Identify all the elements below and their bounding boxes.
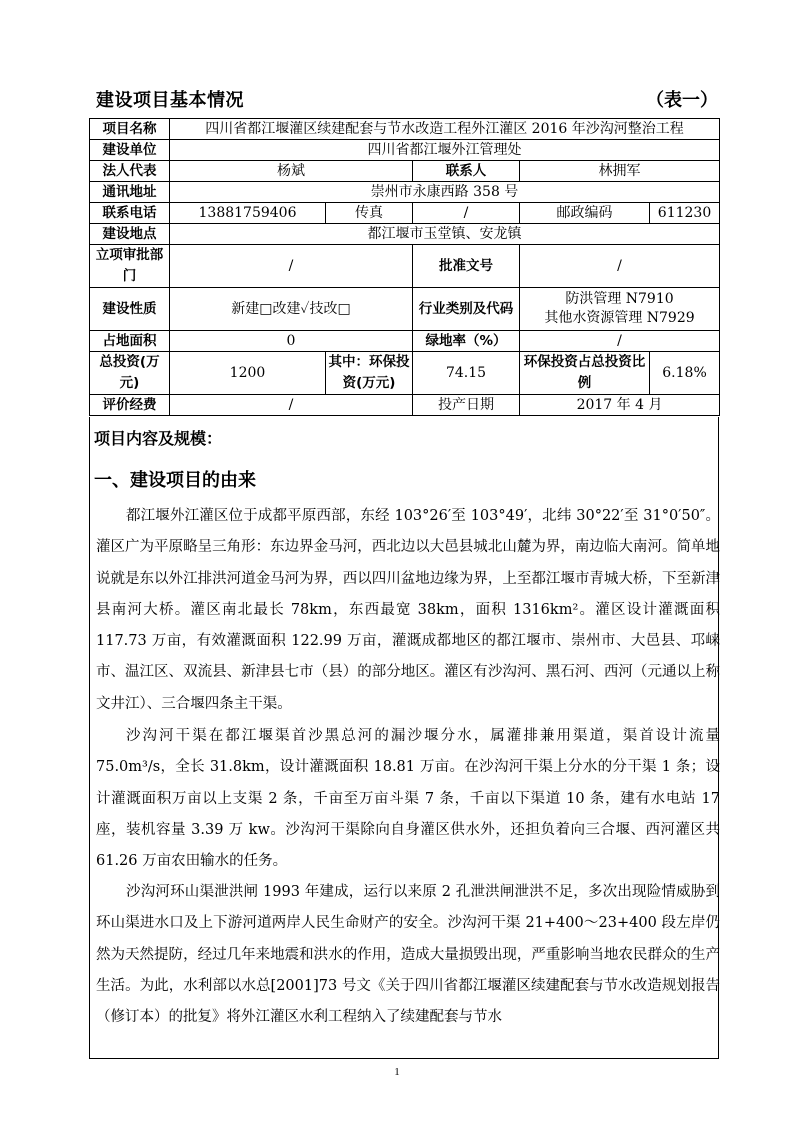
area-value: 0: [170, 331, 413, 352]
page-number: 1: [394, 1066, 400, 1078]
env-invest-label: 其中：环保投资(万元): [326, 352, 413, 395]
location-label: 建设地点: [90, 224, 170, 245]
industry-code-2: 其他水资源管理 N7929: [544, 310, 695, 326]
address-value: 崇州市永康西路 358 号: [170, 182, 720, 203]
section-title: 一、建设项目的由来: [94, 470, 256, 491]
table-row: [90, 119, 720, 140]
content-heading: 项目内容及规模：: [94, 429, 223, 448]
table-row: [90, 224, 720, 245]
production-date-label: 投产日期: [413, 395, 520, 416]
paragraph-origin: 都江堰外江灌区位于成都平原西部，东经 103°26′至 103°49′，北纬 30°22′至 31°0′50″。灌区广为平原略呈三角形：东边界金马河，西北边以大邑县城北山麓为界，南边临大南河。简单地说就是东以外江排洪河道金马河为界，西以四川盆地边缘为界，上至都江堰市青城大桥，下至新津县南河大桥。灌区南北最长 78km，东西最宽 38km，面积 1316km²。灌区设计灌溉面积 117.73 万亩，有效灌溉面积 122.99 万亩，灌溉成都地区的都江堰市、崇州市、大邑县、邛崃市、温江区、双流县、新津县七市（县）的部分地区。灌区有沙沟河、黑石河、西河（元通以上称文井江）、三合堰四条主干渠。: [96, 508, 720, 712]
industry-label: 行业类别及代码: [413, 288, 520, 331]
table-row: [90, 395, 720, 416]
investment-label: 总投资(万元): [90, 352, 170, 395]
table-row: [90, 331, 720, 352]
table-tag: （表一）: [646, 90, 718, 111]
paragraph-floodgate: 沙沟河环山渠泄洪闸 1993 年建成，运行以来原 2 孔泄洪闸泄洪不足，多次出现险情威胁到环山渠进水口及上下游河道两岸人民生命财产的安全。沙沟河干渠 21+400～23+400 段左岸仍然为天然提防，经过几年来地震和洪水的作用，造成大量损毁出现，严重影响当地农民群众的生产生活。为此，水利部以水总[2001]73 号文《关于四川省都江堰灌区续建配套与节水改造规划报告（修订本）的批复》将外江灌区水利工程纳入了续建配套与节水: [96, 884, 720, 1026]
legal-rep-label: 法人代表: [90, 161, 170, 182]
postcode-label: 邮政编码: [520, 203, 650, 224]
env-ratio-label: 环保投资占总投资比例: [520, 352, 650, 395]
eval-fee-value: /: [170, 395, 413, 416]
header-row: [92, 86, 718, 112]
table-row: [90, 182, 720, 203]
nature-value: 新建□改建✓技改□: [170, 288, 413, 331]
investment-value: 1200: [170, 352, 326, 395]
approval-dept-label: 立项审批部门: [90, 245, 170, 288]
green-label: 绿地率（%）: [413, 331, 520, 352]
green-value: /: [520, 331, 720, 352]
page-title: 建设项目基本情况: [96, 90, 244, 111]
phone-label: 联系电话: [90, 203, 170, 224]
phone-value: 13881759406: [170, 203, 326, 224]
location-value: 都江堰市玉堂镇、安龙镇: [170, 224, 720, 245]
env-ratio-value: 6.18%: [650, 352, 720, 395]
approval-no-value: /: [520, 245, 720, 288]
postcode-value: 611230: [650, 203, 720, 224]
eval-fee-label: 评价经费: [90, 395, 170, 416]
table-row: [90, 245, 720, 288]
contact-value: 林拥军: [520, 161, 720, 182]
contact-label: 联系人: [413, 161, 520, 182]
production-date-value: 2017 年 4 月: [520, 395, 720, 416]
address-label: 通讯地址: [90, 182, 170, 203]
industry-value: [520, 288, 720, 331]
industry-code-1: 防洪管理 N7910: [565, 291, 674, 307]
builder-label: 建设单位: [90, 140, 170, 161]
table-row: [90, 352, 720, 395]
area-label: 占地面积: [90, 331, 170, 352]
fax-value: /: [413, 203, 520, 224]
nature-label: 建设性质: [90, 288, 170, 331]
table-row: [90, 140, 720, 161]
fax-label: 传真: [326, 203, 413, 224]
approval-dept-value: /: [170, 245, 413, 288]
approval-no-label: 批准文号: [413, 245, 520, 288]
legal-rep-value: 杨斌: [170, 161, 413, 182]
builder-value: 四川省都江堰外江管理处: [170, 140, 720, 161]
table-row: [90, 288, 720, 331]
table-row: [90, 161, 720, 182]
project-name-label: 项目名称: [90, 119, 170, 140]
paragraph-canal: 沙沟河干渠在都江堰渠首沙黑总河的漏沙堰分水，属灌排兼用渠道，渠首设计流量 75.0m³/s，全长 31.8km，设计灌溉面积 18.81 万亩。在沙沟河干渠上分水的分干渠 1 条；设计灌溉面积万亩以上支渠 2 条，千亩至万亩斗渠 7 条，千亩以下渠道 10 条，建有水电站 17 座，装机容量 3.39 万 kw。沙沟河干渠除向自身灌区供水外，还担负着向三合堰、西河灌区共 61.26 万亩农田输水的任务。: [96, 728, 720, 870]
env-invest-value: 74.15: [413, 352, 520, 395]
project-info-table: [89, 118, 720, 416]
table-row: [90, 203, 720, 224]
project-name-value: 四川省都江堰灌区续建配套与节水改造工程外江灌区 2016 年沙沟河整治工程: [170, 119, 720, 140]
